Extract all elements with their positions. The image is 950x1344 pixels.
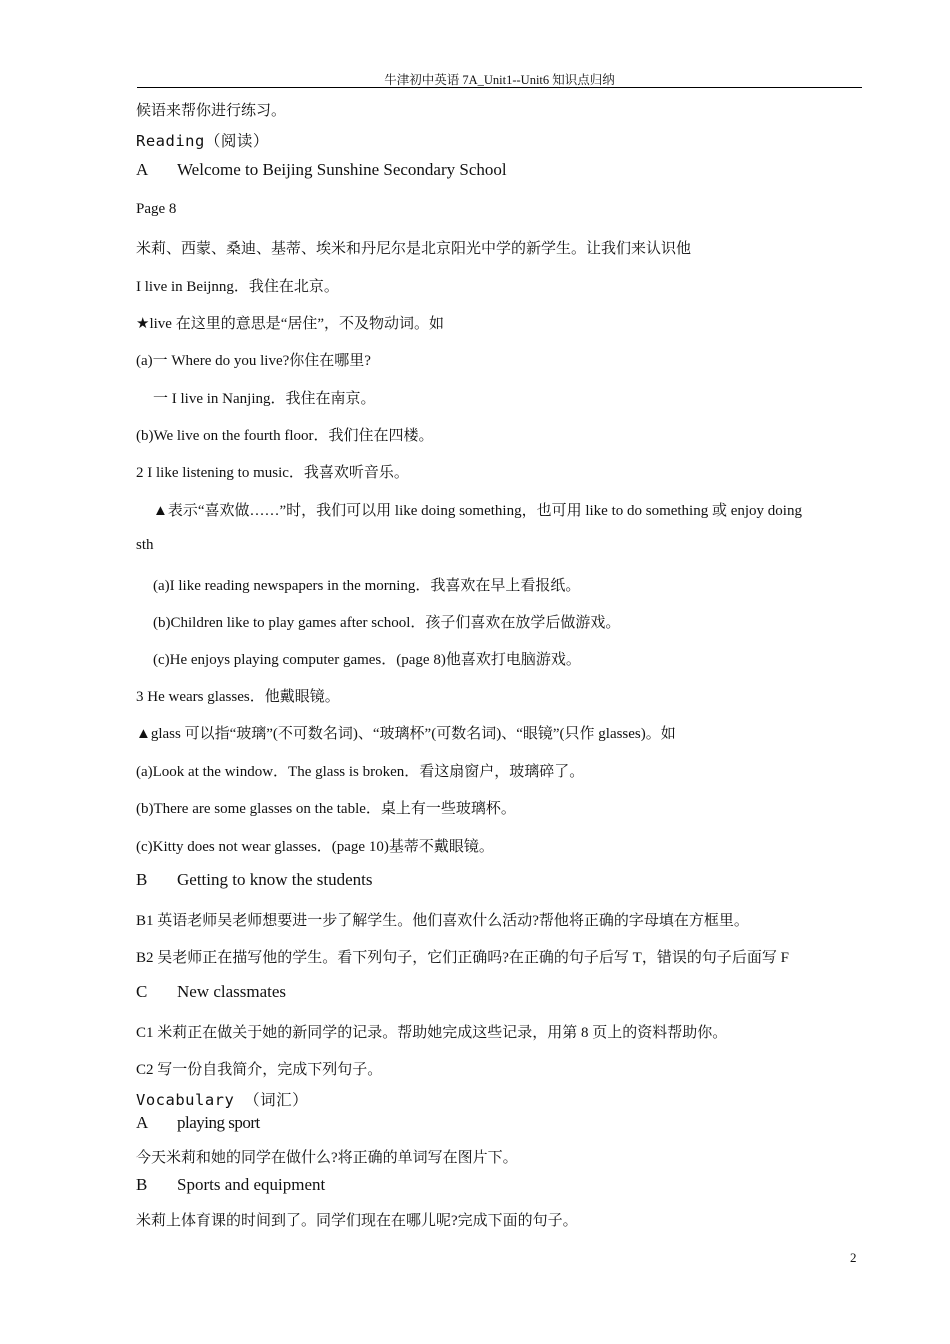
- example-line: (a)I like reading newspapers in the morning．我喜欢在早上看报纸。: [153, 578, 581, 594]
- section-heading-vocabulary: Vocabulary （词汇）: [136, 1091, 309, 1109]
- note-line: ★live 在这里的意思是“居住”，不及物动词。如: [136, 316, 445, 332]
- page-number: 2: [850, 1250, 857, 1265]
- example-line: (c)Kitty does not wear glasses．(page 10)基蒂不戴眼镜。: [136, 839, 494, 855]
- example-line: (c)He enjoys playing computer games．(page 8)他喜欢打电脑游戏。: [153, 652, 581, 668]
- subsection-title: Welcome to Beijing Sunshine Secondary School: [177, 160, 507, 179]
- example-line: (b)There are some glasses on the table．桌上有一些玻璃杯。: [136, 801, 516, 817]
- subsection-letter: B: [136, 1175, 148, 1194]
- subsection-letter: B: [136, 870, 148, 889]
- section-heading-reading: Reading（阅读）: [136, 132, 269, 150]
- subsection-title: Sports and equipment: [177, 1175, 326, 1194]
- example-line: (b)Children like to play games after school．孩子们喜欢在放学后做游戏。: [153, 615, 621, 631]
- note-line: ▲表示“喜欢做……”时，我们可以用 like doing something，也可用 like to do something 或 enjoy doing: [153, 503, 802, 519]
- example-line: (a)一 Where do you live?你住在哪里?: [136, 353, 371, 369]
- subsection-title: Getting to know the students: [177, 870, 373, 889]
- text-line: 米莉、西蒙、桑迪、基蒂、埃米和丹尼尔是北京阳光中学的新学生。让我们来认识他: [136, 241, 692, 257]
- note-line: ▲glass 可以指“玻璃”(不可数名词)、“玻璃杯”(可数名词)、“眼镜”(只作 glasses)。如: [136, 726, 676, 742]
- subsection-title: playing sport: [177, 1113, 260, 1132]
- text-line: 2 I like listening to music．我喜欢听音乐。: [136, 465, 409, 481]
- exercise-line: B2 吴老师正在描写他的学生。看下列句子，它们正确吗?在正确的句子后写 T，错误的句子后面写 F: [136, 950, 789, 966]
- exercise-line: B1 英语老师吴老师想要进一步了解学生。他们喜欢什么活动?帮他将正确的字母填在方框里。: [136, 913, 749, 929]
- subsection-heading: [136, 982, 286, 1002]
- subsection-letter: A: [136, 1113, 149, 1132]
- exercise-line: C1 米莉正在做关于她的新同学的记录。帮助她完成这些记录，用第 8 页上的资料帮助你。: [136, 1025, 728, 1041]
- subsection-heading: [136, 160, 507, 180]
- text-line: I live in Beijnng．我住在北京。: [136, 279, 339, 295]
- subsection-heading: [136, 1175, 325, 1195]
- subsection-letter: C: [136, 982, 148, 1001]
- subsection-title: New classmates: [177, 982, 287, 1001]
- exercise-line: 米莉上体育课的时间到了。同学们现在在哪儿呢?完成下面的句子。: [136, 1213, 578, 1229]
- exercise-line: C2 写一份自我简介，完成下列句子。: [136, 1062, 383, 1078]
- page-header: 牛津初中英语 7A_Unit1--Unit6 知识点归纳: [384, 73, 615, 87]
- exercise-line: 今天米莉和她的同学在做什么?将正确的单词写在图片下。: [136, 1150, 518, 1166]
- subsection-heading: [136, 870, 372, 890]
- text-line: sth: [136, 537, 154, 553]
- subsection-letter: A: [136, 160, 149, 179]
- text-line: 3 He wears glasses．他戴眼镜。: [136, 689, 340, 705]
- example-line: (a)Look at the window．The glass is broken．看这扇窗户，玻璃碎了。: [136, 764, 585, 780]
- header-divider: [137, 87, 862, 88]
- example-line: 一 I live in Nanjing．我住在南京。: [153, 391, 376, 407]
- page-reference: Page 8: [136, 201, 177, 217]
- text-line: 候语来帮你进行练习。: [136, 103, 287, 119]
- subsection-heading: [136, 1113, 260, 1133]
- example-line: (b)We live on the fourth floor．我们住在四楼。: [136, 428, 434, 444]
